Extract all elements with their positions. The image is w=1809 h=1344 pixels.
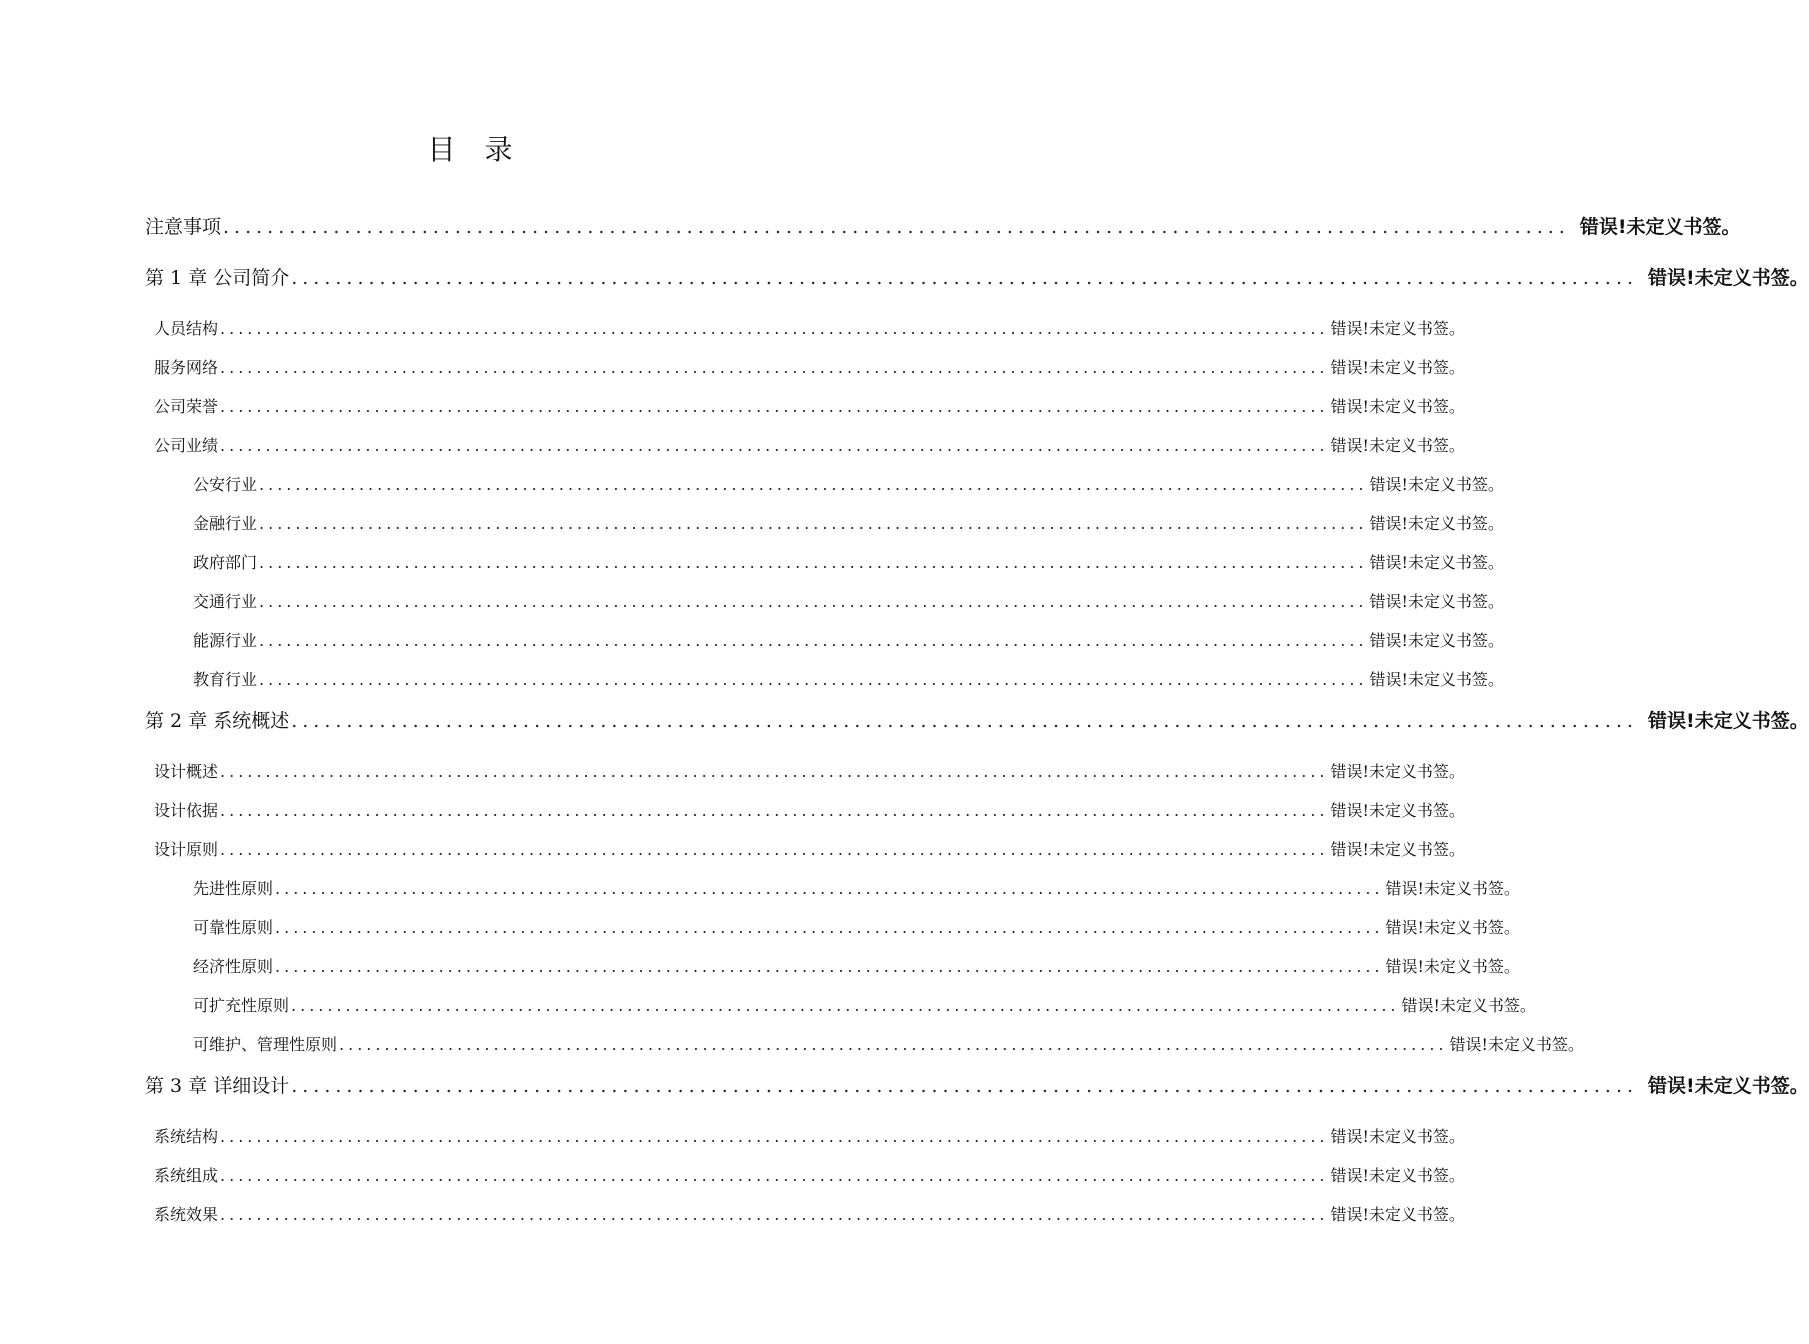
toc-entry-level-2[interactable] [154, 316, 1465, 340]
toc-leader-dots: .......................................................................................................................... [259, 631, 1368, 650]
toc-entry-label: 设计概述 [154, 762, 219, 781]
toc-entry-page-ref: 错误!未定义书签。 [1385, 918, 1520, 937]
toc-entry-level-1[interactable] [145, 706, 1809, 736]
toc-entry-level-2[interactable] [154, 394, 1465, 418]
toc-entry-label: 第 2 章 系统概述 [145, 710, 290, 732]
toc-entry-level-3[interactable] [193, 589, 1504, 613]
toc-leader-dots: .......................................................................................................................... [259, 592, 1368, 611]
toc-entry-level-3[interactable] [193, 954, 1520, 978]
toc-entry-level-2[interactable] [154, 1124, 1465, 1148]
toc-entry-page-ref: 错误!未定义书签。 [1330, 436, 1465, 455]
toc-entry-label: 第 1 章 公司简介 [145, 267, 290, 289]
toc-entry-page-ref: 错误!未定义书签。 [1330, 358, 1465, 377]
toc-leader-dots: .......................................................................................................................... [259, 514, 1368, 533]
toc-entry-page-ref: 错误!未定义书签。 [1369, 553, 1504, 572]
toc-leader-dots: .......................................................................................................................... [275, 957, 1384, 976]
toc-entry-label: 服务网络 [154, 358, 219, 377]
toc-entry-level-3[interactable] [193, 876, 1520, 900]
toc-leader-dots: .......................................................................................................................... [291, 710, 1639, 732]
toc-entry-page-ref: 错误!未定义书签。 [1648, 267, 1809, 289]
toc-entry-label: 金融行业 [193, 514, 258, 533]
toc-leader-dots: .......................................................................................................................... [220, 436, 1329, 455]
toc-entry-page-ref: 错误!未定义书签。 [1330, 801, 1465, 820]
toc-entry-label: 第 3 章 详细设计 [145, 1075, 290, 1097]
toc-entry-page-ref: 错误!未定义书签。 [1648, 1075, 1809, 1097]
toc-entry-level-2[interactable] [154, 837, 1465, 861]
toc-entry-label: 设计原则 [154, 840, 219, 859]
toc-entry-level-3[interactable] [193, 550, 1504, 574]
toc-entry-page-ref: 错误!未定义书签。 [1330, 1127, 1465, 1146]
toc-entry-page-ref: 错误!未定义书签。 [1369, 475, 1504, 494]
toc-leader-dots: .......................................................................................................................... [220, 1127, 1329, 1146]
toc-leader-dots: .......................................................................................................................... [259, 553, 1368, 572]
toc-leader-dots: .......................................................................................................................... [220, 397, 1329, 416]
toc-leader-dots: .......................................................................................................................... [220, 1166, 1329, 1185]
toc-entry-label: 公司业绩 [154, 436, 219, 455]
toc-entry-level-1[interactable] [145, 212, 1741, 242]
toc-entry-page-ref: 错误!未定义书签。 [1369, 670, 1504, 689]
toc-entry-label: 系统组成 [154, 1166, 219, 1185]
toc-entry-label: 公司荣誉 [154, 397, 219, 416]
toc-leader-dots: .......................................................................................................................... [220, 762, 1329, 781]
toc-leader-dots: .......................................................................................................................... [339, 1035, 1448, 1054]
toc-entry-page-ref: 错误!未定义书签。 [1330, 762, 1465, 781]
toc-leader-dots: .......................................................................................................................... [220, 358, 1329, 377]
toc-entry-level-2[interactable] [154, 1163, 1465, 1187]
toc-entry-label: 交通行业 [193, 592, 258, 611]
toc-leader-dots: .......................................................................................................................... [275, 918, 1384, 937]
toc-entry-label: 政府部门 [193, 553, 258, 572]
toc-entry-label: 先进性原则 [193, 879, 274, 898]
toc-entry-label: 设计依据 [154, 801, 219, 820]
toc-entry-label: 人员结构 [154, 319, 219, 338]
toc-entry-page-ref: 错误!未定义书签。 [1369, 514, 1504, 533]
toc-entry-label: 可维护、管理性原则 [193, 1035, 338, 1054]
toc-entry-level-3[interactable] [193, 915, 1520, 939]
toc-leader-dots: .......................................................................................................................... [259, 475, 1368, 494]
toc-entry-page-ref: 错误!未定义书签。 [1330, 319, 1465, 338]
toc-entry-page-ref: 错误!未定义书签。 [1385, 957, 1520, 976]
toc-entry-level-3[interactable] [193, 472, 1504, 496]
toc-entry-level-2[interactable] [154, 355, 1465, 379]
toc-entry-page-ref: 错误!未定义书签。 [1330, 397, 1465, 416]
toc-entry-page-ref: 错误!未定义书签。 [1449, 1035, 1584, 1054]
toc-entry-level-3[interactable] [193, 1032, 1584, 1056]
toc-entry-page-ref: 错误!未定义书签。 [1579, 216, 1741, 238]
toc-leader-dots: .......................................................................................................................... [220, 319, 1329, 338]
toc-entry-page-ref: 错误!未定义书签。 [1648, 710, 1809, 732]
toc-entry-level-3[interactable] [193, 628, 1504, 652]
toc-leader-dots: .......................................................................................................................... [220, 801, 1329, 820]
toc-leader-dots: .......................................................................................................................... [275, 879, 1384, 898]
toc-entry-label: 系统效果 [154, 1205, 219, 1224]
toc-leader-dots: .......................................................................................................................... [223, 216, 1570, 238]
toc-entry-page-ref: 错误!未定义书签。 [1369, 631, 1504, 650]
toc-leader-dots: .......................................................................................................................... [291, 267, 1639, 289]
toc-entry-page-ref: 错误!未定义书签。 [1401, 996, 1536, 1015]
toc-entry-page-ref: 错误!未定义书签。 [1385, 879, 1520, 898]
toc-entry-label: 公安行业 [193, 475, 258, 494]
toc-entry-page-ref: 错误!未定义书签。 [1330, 840, 1465, 859]
toc-entry-label: 注意事项 [145, 216, 222, 238]
toc-entry-page-ref: 错误!未定义书签。 [1330, 1205, 1465, 1224]
toc-entry-level-3[interactable] [193, 993, 1536, 1017]
toc-entry-level-3[interactable] [193, 667, 1504, 691]
toc-entry-level-1[interactable] [145, 1071, 1809, 1101]
toc-entry-level-2[interactable] [154, 759, 1465, 783]
toc-leader-dots: .......................................................................................................................... [291, 996, 1400, 1015]
toc-entry-label: 能源行业 [193, 631, 258, 650]
toc-entry-label: 经济性原则 [193, 957, 274, 976]
toc-entry-page-ref: 错误!未定义书签。 [1369, 592, 1504, 611]
toc-leader-dots: .......................................................................................................................... [220, 840, 1329, 859]
toc-entry-label: 可扩充性原则 [193, 996, 290, 1015]
toc-entry-label: 系统结构 [154, 1127, 219, 1146]
toc-leader-dots: .......................................................................................................................... [220, 1205, 1329, 1224]
toc-leader-dots: .......................................................................................................................... [291, 1075, 1639, 1097]
toc-title: 目 录 [427, 133, 523, 166]
toc-entry-level-3[interactable] [193, 511, 1504, 535]
toc-entry-label: 可靠性原则 [193, 918, 274, 937]
toc-entry-page-ref: 错误!未定义书签。 [1330, 1166, 1465, 1185]
toc-entry-label: 教育行业 [193, 670, 258, 689]
toc-entry-level-1[interactable] [145, 263, 1809, 293]
toc-leader-dots: .......................................................................................................................... [259, 670, 1368, 689]
toc-entry-level-2[interactable] [154, 798, 1465, 822]
toc-entry-level-2[interactable] [154, 433, 1465, 457]
toc-entry-level-2[interactable] [154, 1202, 1465, 1226]
